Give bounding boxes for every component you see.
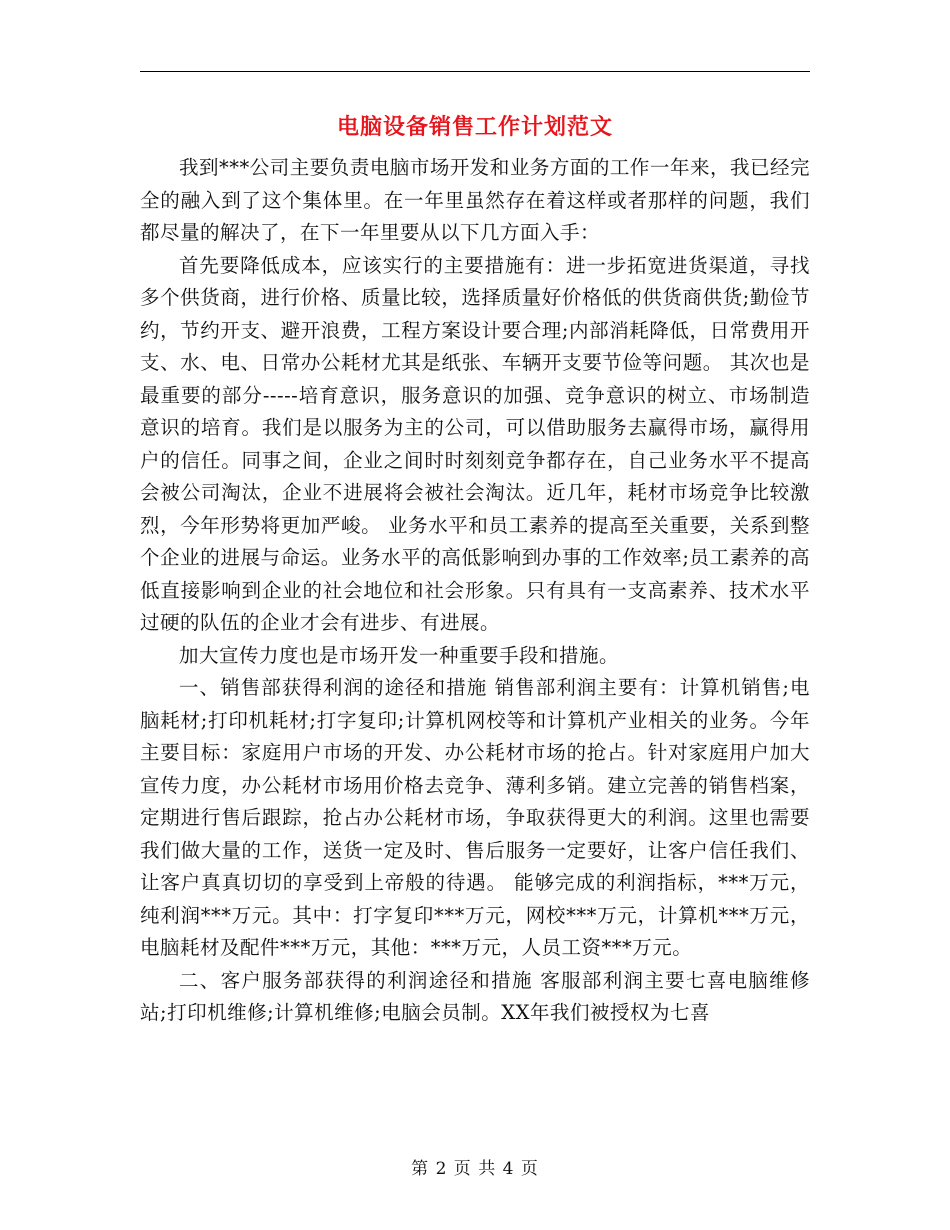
page-number-footer: 第 2 页 共 4 页 [411,1159,539,1179]
paragraph-intro: 我到***公司主要负责电脑市场开发和业务方面的工作一年来，我已经完全的融入到了这个集体里。在一年里虽然存在着这样或者那样的问题，我们都尽量的解决了，在下一年里要从以下几方面入手： [140,156,810,244]
paragraph-customer-service: 二、客户服务部获得的利润途径和措施 客服部利润主要七喜电脑维修站;打印机维修;计算机维修;电脑会员制。XX年我们被授权为七喜 [140,968,810,1024]
paragraph-cost-and-awareness: 首先要降低成本，应该实行的主要措施有：进一步拓宽进货渠道，寻找多个供货商，进行价格、质量比较，选择质量好价格低的供货商供货;勤俭节约，节约开支、避开浪费，工程方案设计要合理;内部消耗降低，日常费用开支、水、电、日常办公耗材尤其是纸张、车辆开支要节俭等问题。 其次也是最重要的部分-----培育意识，服务意识的加强、竞争意识的树立、市场制造意识的培育。我们是以服务为主的公司，可以借助服务去赢得市场，赢得用户的信任。同事之间，企业之间时时刻刻竞争都存在，自己业务水平不提高会被公司淘汰，企业不进展将会被社会淘汰。近几年，耗材市场竞争比较激烈，今年形势将更加严峻。 业务水平和员工素养的提高至关重要，关系到整个企业的进展与命运。业务水平的高低影响到办事的工作效率;员工素养的高低直接影响到企业的社会地位和社会形象。只有具有一支高素养、技术水平过硬的队伍的企业才会有进步、有进展。 [140,253,810,634]
document-title: 电脑设备销售工作计划范文 [336,114,613,140]
paragraph-publicity: 加大宣传力度也是市场开发一种重要手段和措施。 [179,643,620,667]
paragraph-sales-department: 一、销售部获得利润的途径和措施 销售部利润主要有：计算机销售;电脑耗材;打印机耗材;打字复印;计算机网校等和计算机产业相关的业务。今年主要目标：家庭用户市场的开发、办公耗材市场的抢占。针对家庭用户加大宣传力度，办公耗材市场用价格去竞争、薄利多销。建立完善的销售档案，定期进行售后跟踪，抢占办公耗材市场，争取获得更大的利润。这里也需要我们做大量的工作，送货一定及时、售后服务一定要好，让客户信任我们、让客户真真切切的享受到上帝般的待遇。 能够完成的利润指标，***万元，纯利润***万元。其中：打字复印***万元，网校***万元，计算机***万元，电脑耗材及配件***万元，其他：***万元，人员工资***万元。 [140,676,810,959]
header-rule [140,71,810,72]
document-body [140,152,810,1030]
